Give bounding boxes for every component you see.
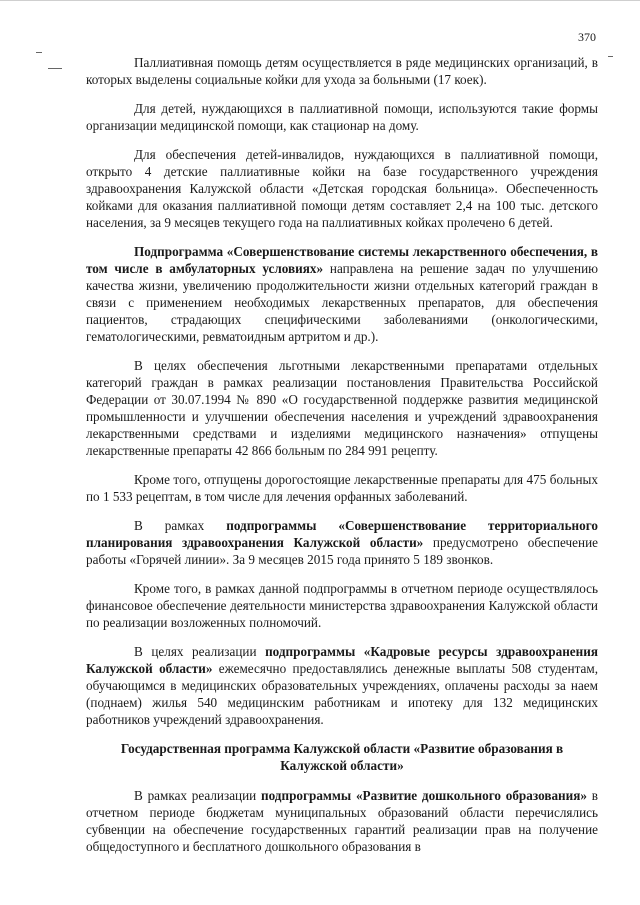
paragraph: В рамках подпрограммы «Совершенствование территориального планирования здравоохранения Калужской области» предусмотрено обеспечение работы «Горячей линии». За 9 месяцев 2015 года принято 5 189 звонков.: [86, 518, 598, 567]
paragraph: Кроме того, отпущены дорогостоящие лекарственные препараты для 475 больных по 1 533 рецептам, в том числе для лечения орфанных заболеваний.: [86, 472, 598, 504]
paragraph: В целях обеспечения льготными лекарственными препаратами отдельных категорий граждан в рамках реализации постановления Правительства Российской Федерации от 30.07.1994 № 890 «О государственной поддержке развития медицинской промышленности и улучшении обеспечения населения и учреждений здравоохранения лекарственными средствами и изделиями медицинского назначения» отпущены лекарственные препараты 42 866 больным по 284 991 рецепту.: [86, 358, 598, 458]
paragraph: Подпрограмма «Совершенствование системы лекарственного обеспечения, в том числе в амбулаторных условиях» направлена на решение задач по улучшению качества жизни, увеличению продолжительности жизни отдельных категорий граждан в связи с применением необходимых лекарственных препаратов, для обеспечения пациентов, страдающих специфическими заболеваниями (онкологическими, гематологическими, ревматоидным артритом и др.).: [86, 244, 598, 344]
paragraph: Для обеспечения детей-инвалидов, нуждающихся в паллиативной помощи, открыто 4 детские паллиативные койки на базе государственного учреждения здравоохранения Калужской области «Детская городская больница». Обеспеченность койками для оказания паллиативной помощи детям составляет 2,4 на 100 тыс. детского населения, за 9 месяцев текущего года на паллиативных койках пролечено 6 детей.: [86, 147, 598, 230]
subprogram-title: Подпрограмма «Совершенствование системы лекарственного обеспечения, в том числе в амбулаторных условиях»: [86, 244, 598, 276]
section-heading: Государственная программа Калужской области «Развитие образования в Калужской области»: [120, 741, 564, 773]
paragraph: Для детей, нуждающихся в паллиативной помощи, используются такие формы организации медицинской помощи, как стационар на дому.: [86, 101, 598, 133]
subprogram-title: подпрограммы «Совершенствование территориального планирования здравоохранения Калужской области»: [86, 518, 598, 550]
scan-speck: [36, 52, 42, 53]
paragraph: Кроме того, в рамках данной подпрограммы в отчетном периоде осуществлялось финансовое обеспечение деятельности министерства здравоохранения Калужской области по реализации возложенных полномочий.: [86, 581, 598, 630]
scan-speck: [608, 56, 613, 57]
document-body: [86, 54, 598, 867]
paragraph: Паллиативная помощь детям осуществляется в ряде медицинских организаций, в которых выделены социальные койки для ухода за больными (17 коек).: [86, 55, 598, 87]
paragraph: В рамках реализации подпрограммы «Развитие дошкольного образования» в отчетном периоде бюджетам муниципальных образований области перечислялись субвенции на обеспечение государственных гарантий реализации прав на получение общедоступного и бесплатного дошкольного образования в: [86, 788, 598, 854]
scan-speck: [48, 68, 62, 69]
subprogram-title: подпрограммы «Кадровые ресурсы здравоохранения Калужской области»: [86, 644, 598, 676]
scan-top-edge: [0, 0, 640, 1]
subprogram-title: подпрограммы «Развитие дошкольного образования»: [261, 788, 587, 803]
paragraph: В целях реализации подпрограммы «Кадровые ресурсы здравоохранения Калужской области» ежемесячно предоставлялись денежные выплаты 508 студентам, обучающимся в медицинских образовательных учреждениях, оплачены расходы за наем (поднаем) жилья 540 медицинским работникам и ипотеку для 132 медицинских работников учреждений здравоохранения.: [86, 644, 598, 727]
page-number: 370: [578, 30, 596, 44]
